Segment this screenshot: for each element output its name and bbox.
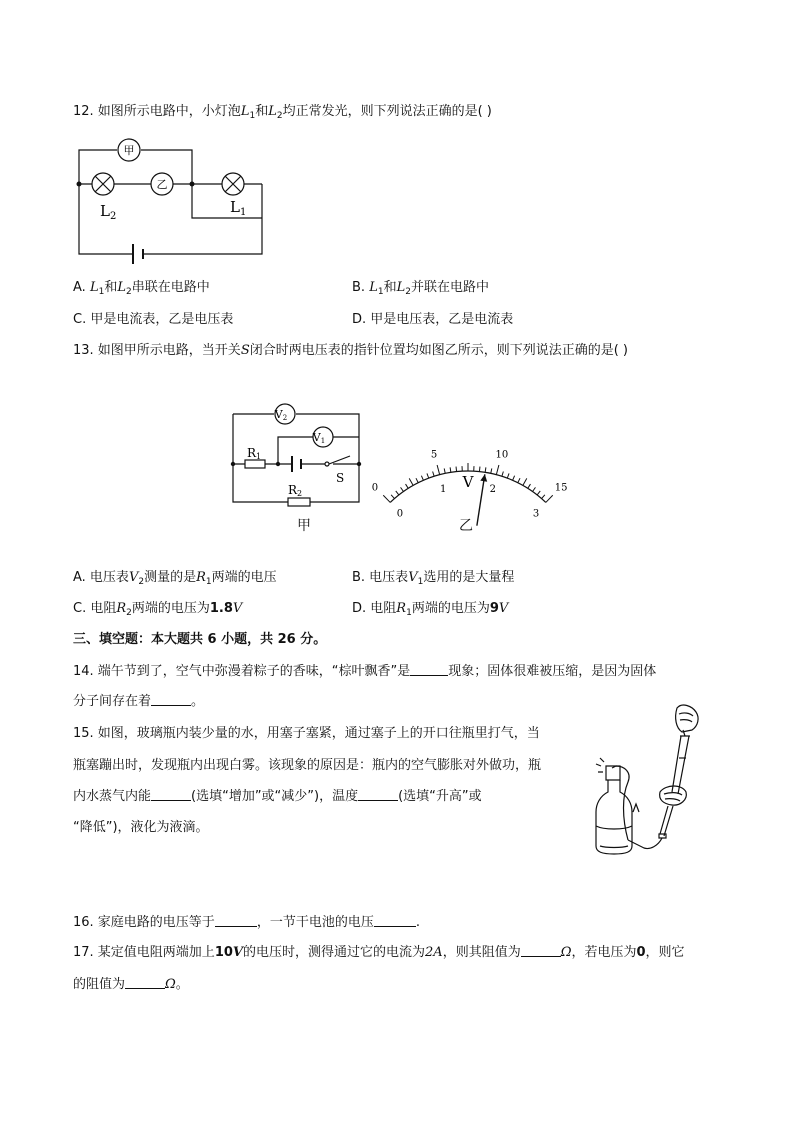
meter-inner-tick-label: 2 bbox=[489, 484, 497, 496]
meter-tick bbox=[491, 468, 492, 473]
q14-line2: 分子间存在着 。 bbox=[73, 694, 205, 709]
q13-voltmeter-dial bbox=[366, 398, 576, 520]
meter-pointer-head bbox=[480, 474, 487, 481]
meter-outer-tick-label: 10 bbox=[495, 449, 509, 461]
q12-option-d[interactable]: D. 甲是电压表，乙是电流表 bbox=[352, 312, 514, 327]
v1-label: V1 bbox=[312, 431, 326, 445]
meter-tick bbox=[546, 495, 553, 502]
figure-caption-jia: 甲 bbox=[297, 518, 311, 534]
figure-caption-yi: 乙 bbox=[459, 518, 473, 534]
meter-outer-tick-label: 15 bbox=[554, 482, 568, 494]
meter-tick bbox=[507, 473, 509, 478]
v2-label: V2 bbox=[274, 408, 288, 422]
meter-tick bbox=[444, 468, 445, 473]
meter-tick bbox=[396, 491, 399, 495]
q12-stem: 12. 如图所示电路中，小灯泡$L_1$和$L_2$均正常发光，则下列说法正确的是( ) bbox=[73, 104, 492, 121]
q17-line2: 的阻值为 Ω。 bbox=[73, 977, 189, 992]
q14-line1: 14. 端午节到了，空气中弥漫着粽子的香味，“棕叶飘香”是 现象；固体很难被压缩，是因为固体 bbox=[73, 664, 657, 679]
meter-tick bbox=[523, 478, 527, 485]
meter-unit-label: V bbox=[462, 473, 474, 491]
q15-blank-1[interactable] bbox=[151, 788, 191, 801]
meter-tick bbox=[409, 478, 413, 485]
meter-tick bbox=[427, 473, 429, 478]
q13-option-d[interactable]: D. 电阻$R_1$两端的电压为9V bbox=[352, 601, 509, 618]
meter-tick bbox=[406, 484, 409, 488]
meter-tick bbox=[485, 467, 486, 472]
q13-option-b[interactable]: B. 电压表$V_1$选用的是大量程 bbox=[352, 570, 515, 587]
q14-blank-1[interactable] bbox=[410, 663, 448, 676]
meter-tick bbox=[391, 495, 394, 499]
meter-inner-tick-label: 3 bbox=[532, 508, 540, 520]
meter-yi-label: 乙 bbox=[156, 178, 168, 191]
meter-tick bbox=[437, 465, 440, 475]
meter-outer-tick-label: 0 bbox=[371, 482, 379, 494]
meter-tick bbox=[383, 495, 390, 502]
q13-option-a[interactable]: A. 电压表$V_2$测量的是$R_1$两端的电压 bbox=[73, 570, 277, 587]
r2-label: R2 bbox=[288, 483, 303, 498]
pump-bottle-illustration bbox=[582, 700, 712, 860]
q16-blank-1[interactable] bbox=[215, 914, 257, 927]
meter-tick bbox=[537, 491, 540, 495]
q17-blank-2[interactable] bbox=[125, 976, 165, 989]
meter-tick bbox=[518, 478, 520, 482]
meter-tick bbox=[513, 476, 515, 481]
q16-blank-2[interactable] bbox=[374, 914, 416, 927]
meter-jia-label: 甲 bbox=[123, 144, 135, 157]
meter-tick bbox=[456, 467, 457, 472]
q15-blank-2[interactable] bbox=[358, 788, 398, 801]
lamp-l2-label: $L_2$ bbox=[100, 202, 117, 222]
meter-tick bbox=[401, 487, 404, 491]
q17-line1: 17. 某定值电阻两端加上10V的电压时，测得通过它的电流为2A，则其阻值为 Ω，若电压为0，则它 bbox=[73, 945, 685, 960]
q12-circuit-diagram bbox=[68, 136, 270, 272]
meter-tick bbox=[502, 471, 504, 476]
switch-label: S bbox=[336, 471, 345, 485]
q12-option-c[interactable]: C. 甲是电流表，乙是电压表 bbox=[73, 312, 234, 327]
meter-tick bbox=[421, 476, 423, 481]
meter-inner-tick-label: 0 bbox=[396, 508, 404, 520]
q13-stem: 13. 如图甲所示电路，当开关S闭合时两电压表的指针位置均如图乙所示，则下列说法正确的是( ) bbox=[73, 343, 628, 358]
meter-tick bbox=[496, 465, 499, 475]
q15-line2: 瓶塞蹦出时，发现瓶内出现白雾。该现象的原因是：瓶内的空气膨胀对外做功，瓶 bbox=[73, 758, 542, 773]
r1-label: R1 bbox=[247, 446, 262, 461]
q14-blank-2[interactable] bbox=[151, 693, 191, 706]
q16-line: 16. 家庭电路的电压等于 ，一节干电池的电压 . bbox=[73, 915, 420, 930]
q15-line1: 15. 如图，玻璃瓶内装少量的水，用塞子塞紧，通过塞子上的开口往瓶里打气，当 bbox=[73, 726, 540, 741]
q15-line3: 内水蒸气内能 (选填“增加”或“减少”)，温度 (选填“升高”或 bbox=[73, 789, 482, 804]
section-heading: 三、填空题：本大题共 6 小题，共 26 分。 bbox=[73, 632, 327, 647]
meter-tick bbox=[542, 495, 545, 499]
q12-option-b[interactable]: B. $L_1$和$L_2$并联在电路中 bbox=[352, 280, 489, 297]
q15-line4: “降低”)，液化为液滴。 bbox=[73, 820, 209, 835]
meter-tick bbox=[533, 487, 536, 491]
lamp-l1-label: $L_1$ bbox=[230, 198, 247, 218]
meter-inner-tick-label: 1 bbox=[439, 484, 447, 496]
meter-pointer bbox=[477, 474, 485, 525]
meter-outer-tick-label: 5 bbox=[430, 449, 438, 461]
q12-option-a[interactable]: A. $L_1$和$L_2$串联在电路中 bbox=[73, 280, 210, 297]
meter-tick bbox=[416, 478, 418, 482]
q13-circuit-diagram bbox=[226, 398, 366, 538]
meter-tick bbox=[450, 467, 451, 472]
meter-tick bbox=[433, 471, 435, 476]
q17-blank-1[interactable] bbox=[521, 944, 561, 957]
q13-option-c[interactable]: C. 电阻$R_2$两端的电压为1.8V bbox=[73, 601, 243, 618]
meter-tick bbox=[479, 467, 480, 472]
meter-tick bbox=[528, 484, 531, 488]
